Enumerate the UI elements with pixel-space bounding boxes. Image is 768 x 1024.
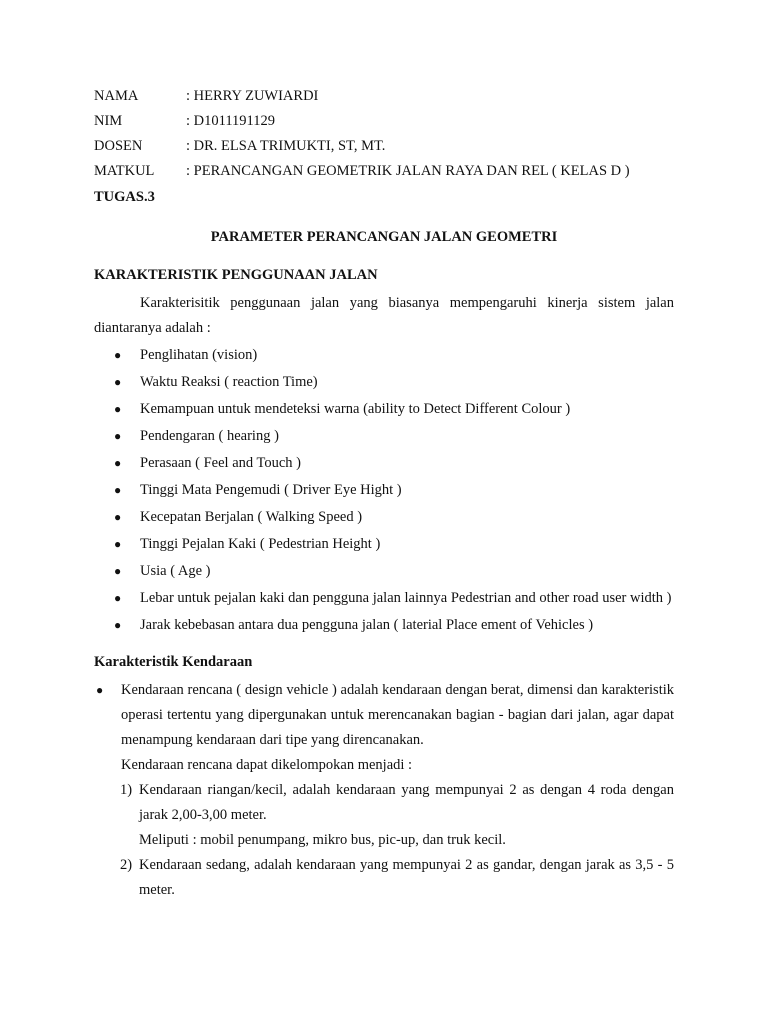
list-item-text: Usia ( Age ) [140,563,211,579]
info-row-nama [94,86,630,111]
info-value: : DR. ELSA TRIMUKTI, ST, MT. [186,138,386,154]
info-row-nim [94,111,630,136]
bullet-icon: ● [114,375,122,389]
vehicle-class-list [121,778,674,903]
intro-paragraph: Karakterisitik penggunaan jalan yang biasanya mempengaruhi kinerja sistem jalan diantaranya adalah : [94,295,674,336]
info-row-dosen [94,136,630,161]
list-item [114,505,674,532]
user-characteristics-list [94,343,674,640]
document-title: PARAMETER PERANCANGAN JALAN GEOMETRI [210,229,558,245]
list-item [114,586,674,613]
bullet-icon: ● [114,402,122,416]
bullet-icon: ● [114,456,122,470]
list-item [114,343,674,370]
bullet-icon: ● [114,348,122,362]
bullet-icon: ● [114,618,122,632]
info-key: MATKUL [94,163,155,179]
list-item [121,778,674,853]
list-number: 1) [120,782,133,798]
bullet-icon: ● [114,591,122,605]
assignment-label: TUGAS.3 [94,189,155,205]
list-item-text: Lebar untuk pejalan kaki dan pengguna jalan lainnya Pedestrian and other road user width ) [140,590,672,606]
info-key: DOSEN [94,138,143,154]
list-item-text: Kecepatan Berjalan ( Walking Speed ) [140,509,363,525]
bullet-icon: ● [114,429,122,443]
bullet-icon: ● [114,510,122,524]
list-item-text: Tinggi Mata Pengemudi ( Driver Eye Hight ) [140,482,402,498]
bullet-icon: ● [96,683,104,697]
vehicle-bullet-block [94,678,674,903]
list-item-text: Waktu Reaksi ( reaction Time) [140,374,318,390]
info-value: : HERRY ZUWIARDI [186,88,319,104]
list-item-text: Kendaraan riangan/kecil, adalah kendaraan yang mempunyai 2 as dengan 4 roda dengan jarak 2,00-3,00 meter. [139,782,674,823]
list-item [114,451,674,478]
bullet-icon: ● [114,537,122,551]
list-number: 2) [120,857,133,873]
info-key: NIM [94,113,123,129]
list-item [121,853,674,903]
section-heading-karakteristik-kendaraan: Karakteristik Kendaraan [94,654,253,670]
section-heading-karakteristik-penggunaan: KARAKTERISTIK PENGGUNAAN JALAN [94,267,378,283]
list-item [114,370,674,397]
info-value: : D1011191129 [186,113,276,129]
list-item-text: Kemampuan untuk mendeteksi warna (ability to Detect Different Colour ) [140,401,571,417]
student-info-table [94,86,630,186]
list-item-text: Kendaraan sedang, adalah kendaraan yang mempunyai 2 as gandar, dengan jarak as 3,5 - 5 meter. [139,857,674,898]
bullet-icon: ● [114,483,122,497]
list-item-text: Penglihatan (vision) [140,347,258,363]
list-item-text: Pendengaran ( hearing ) [140,428,279,444]
info-value: : PERANCANGAN GEOMETRIK JALAN RAYA DAN REL ( KELAS D ) [186,163,630,179]
design-vehicle-paragraph: Kendaraan rencana ( design vehicle ) adalah kendaraan dengan berat, dimensi dan karakteristik operasi tertentu yang dipergunakan untuk merencanakan bagian - bagian dari jalan, agar dapat menampung kendaraan dari tipe yang direncanakan. [121,682,674,748]
list-item-text: Tinggi Pejalan Kaki ( Pedestrian Height ) [140,536,381,552]
list-item [114,424,674,451]
list-item-text: Jarak kebebasan antara dua pengguna jalan ( laterial Place ement of Vehicles ) [140,617,594,633]
list-item [114,613,674,640]
group-intro-text: Kendaraan rencana dapat dikelompokan menjadi : [121,757,413,773]
info-row-matkul [94,161,630,186]
list-item [114,559,674,586]
info-key: NAMA [94,88,139,104]
list-item [114,397,674,424]
list-item [114,532,674,559]
bullet-icon: ● [114,564,122,578]
list-item-subtext: Meliputi : mobil penumpang, mikro bus, pic-up, dan truk kecil. [139,832,506,848]
list-item [114,478,674,505]
list-item-text: Perasaan ( Feel and Touch ) [140,455,301,471]
